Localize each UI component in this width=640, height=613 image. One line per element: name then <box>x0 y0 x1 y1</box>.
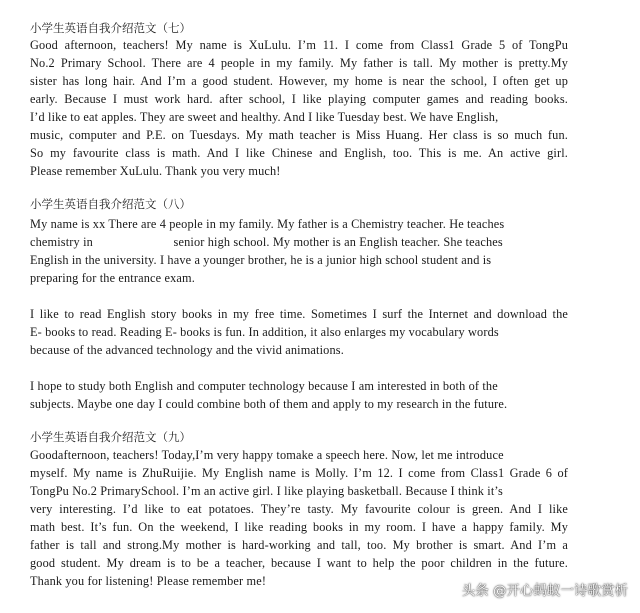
section-8-line: because of the advanced technology and the vivid animations. <box>30 343 344 357</box>
section-9-line: myself. My name is ZhuRuijie. My English name is Molly. I’m 12. I come from Class1 Grade 6 of <box>30 466 568 480</box>
section-9-line: father is tall and strong.My mother is hard-working and tall, too. My brother is smart. And I’m a <box>30 538 568 552</box>
section-7-line: Good afternoon, teachers! My name is XuLulu. I’m 11. I come from Class1 Grade 5 of TongPu <box>30 38 568 52</box>
watermark-text: 头条 @开心蚂蚁一诗歌赏析 <box>461 583 628 599</box>
section-8-line: English in the university. I have a younger brother, he is a junior high school student and is <box>30 253 492 267</box>
section-9-line: very interesting. I’d like to eat potatoes. They’re tasty. My favourite colour is green. And I like <box>30 502 568 516</box>
section-8-line: My name is xx There are 4 people in my family. My father is a Chemistry teacher. He teaches <box>30 217 505 231</box>
section-7-line: So my favourite class is math. And I like Chinese and English, too. This is me. An active girl. <box>30 146 568 160</box>
section-8-heading: 小学生英语自我介绍范文（八） <box>30 197 191 211</box>
section-7-line: No.2 Primary School. There are 4 people in my family. My father is tall. My mother is pretty.My <box>30 56 568 70</box>
section-8-line: I hope to study both English and computer technology because I am interested in both of the <box>30 379 498 393</box>
section-8-line: preparing for the entrance exam. <box>30 271 195 285</box>
section-9-line: Thank you for listening! Please remember me! <box>30 574 267 588</box>
section-9-line: TongPu No.2 PrimarySchool. I’m an active girl. I like playing basketball. Because I think it’s <box>30 484 503 498</box>
section-7-heading: 小学生英语自我介绍范文（七） <box>30 21 191 35</box>
section-7-line: I’d like to eat apples. They are sweet and healthy. And I like Tuesday best. We have English, <box>30 110 499 124</box>
section-7-line: Please remember XuLulu. Thank you very much! <box>30 164 281 178</box>
section-7-line: music, computer and P.E. on Tuesdays. My math teacher is Miss Huang. Her class is so much fun. <box>30 128 568 142</box>
section-8-line: I like to read English story books in my free time. Sometimes I surf the Internet and download the <box>30 307 568 321</box>
section-7-line: early. Because I must work hard. after school, I like playing computer games and reading books. <box>30 92 568 106</box>
section-8-line: subjects. Maybe one day I could combine both of them and apply to my research in the future. <box>30 397 508 411</box>
section-9-heading: 小学生英语自我介绍范文（九） <box>30 430 191 444</box>
section-7-line: sister has long hair. And I’m a good student. However, my home is near the school, I often get up <box>30 74 568 88</box>
section-9-line: Goodafternoon, teachers! Today,I’m very happy tomake a speech here. Now, let me introduce <box>30 448 504 462</box>
section-9-line: math best. It’s fun. On the weekend, I like reading books in my room. I have a happy family. My <box>30 520 568 534</box>
section-8-line: chemistry in senior high school. My mother is an English teacher. She teaches <box>30 235 503 249</box>
section-9-line: good student. My dream is to be a teacher, because I want to help the poor children in the future. <box>30 556 568 570</box>
section-8-line: E- books to read. Reading E- books is fun. In addition, it also enlarges my vocabulary words <box>30 325 499 339</box>
